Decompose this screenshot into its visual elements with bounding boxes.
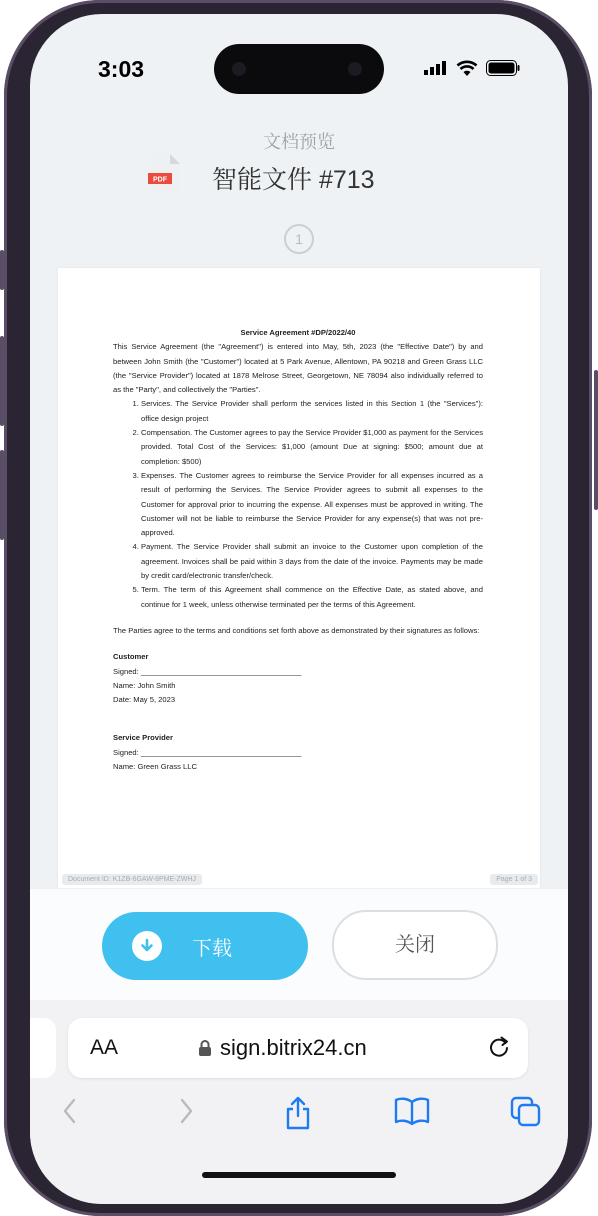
side-button [0, 250, 4, 290]
previous-tab-edge[interactable] [30, 1018, 56, 1078]
address-bar[interactable] [68, 1018, 528, 1078]
pdf-file-icon [148, 154, 180, 194]
status-time: 3:03 [98, 56, 145, 82]
clause-item: 1. Services. The Service Provider shall perform the services listed in this Section 1 (the "Services"): office design project [141, 397, 483, 426]
side-button [594, 370, 598, 510]
close-button[interactable]: 关闭 [332, 910, 498, 980]
lock-icon [198, 1039, 212, 1057]
share-icon[interactable] [284, 1096, 312, 1130]
sensor-icon [348, 62, 362, 76]
agreement-clauses [113, 397, 483, 611]
clause-item: 3. Expenses. The Customer agrees to reimburse the Service Provider for all expenses incurred as a result of performing the Services. The Service Provider agrees to submit all expenses to the Customer for approval prior to incurring the expense. All expenses must be approved in writing. The Customer will not be liable to reimburse the Service Provider for any expense(s) that was not pre-approved. [141, 469, 483, 540]
pdf-icon-label: PDF [153, 176, 167, 184]
page-subtitle: 文档预览 [263, 132, 335, 152]
clause-item: 4. Payment. The Service Provider shall submit an invoice to the Customer upon completion of the agreement. Invoices shall be paid within 3 days from the date of the invoice. Payments may be made by credit card/electronic transfer/check. [141, 540, 483, 583]
camera-icon [232, 62, 246, 76]
dynamic-island [214, 44, 384, 94]
clause-item: 2. Compensation. The Customer agrees to pay the Service Provider $1,000 as payment for the Services provided. Total Cost of the Services: $1,000 (amount Due at signing: $500; amount due at completion: $500) [141, 426, 483, 469]
provider-heading: Service Provider [113, 733, 173, 743]
status-icons [424, 60, 520, 76]
download-label: 下载 [192, 937, 232, 960]
download-icon [132, 931, 162, 961]
provider-name: Name: Green Grass LLC [113, 762, 197, 772]
document-title: 智能文件 #713 [212, 166, 375, 194]
agreement-title: Service Agreement #DP/2022/40 [240, 328, 356, 337]
signal-icon [424, 61, 448, 75]
back-icon[interactable] [60, 1096, 80, 1126]
document-id-label: Document ID: K1ZB-6GAW-8PME-ZWHJ [62, 874, 202, 885]
document-content [113, 326, 483, 774]
browser-toolbar [30, 1096, 568, 1136]
reload-icon[interactable] [486, 1034, 512, 1060]
agreement-closing: The Parties agree to the terms and conditions set forth above as demonstrated by their signatures as follows: [113, 625, 480, 635]
clause-item: 5. Term. The term of this Agreement shall commence on the Effective Date, as stated above, and continue for 1 week, unless otherwise terminated per the terms of this Agreement. [141, 583, 483, 612]
battery-icon [486, 60, 520, 76]
reader-settings-button[interactable]: AA [90, 1036, 119, 1059]
side-button [0, 450, 4, 540]
page-number-indicator[interactable]: 1 [284, 224, 314, 254]
tabs-icon[interactable] [510, 1096, 542, 1128]
customer-heading: Customer [113, 652, 149, 662]
home-indicator[interactable] [202, 1172, 396, 1178]
forward-icon[interactable] [176, 1096, 196, 1126]
page-count-label: Page 1 of 3 [490, 874, 538, 885]
customer-date: Date: May 5, 2023 [113, 695, 176, 705]
screen [30, 14, 568, 1204]
customer-signed: Signed: ______________________________________ [113, 666, 302, 676]
url-text[interactable]: sign.bitrix24.cn [220, 1035, 367, 1060]
side-button [0, 336, 4, 426]
document-page [58, 268, 540, 898]
customer-name: Name: John Smith [113, 680, 176, 690]
provider-signed: Signed: ______________________________________ [113, 747, 302, 757]
bookmarks-icon[interactable] [394, 1096, 430, 1126]
download-button[interactable] [102, 912, 308, 980]
wifi-icon [456, 60, 478, 76]
agreement-intro: This Service Agreement (the "Agreement") is entered into May, 5th, 2023 (the "Effective Date") by and between John Smith (the "Customer") located at 5 Park Avenue, Allentown, PA 90218 and Green Grass LLC (the "Service Provider") located at 1878 Melrose Street, Georgetown, NE 78094 also individually referred to as the "Party", and collectively the "Parties". [113, 342, 483, 395]
